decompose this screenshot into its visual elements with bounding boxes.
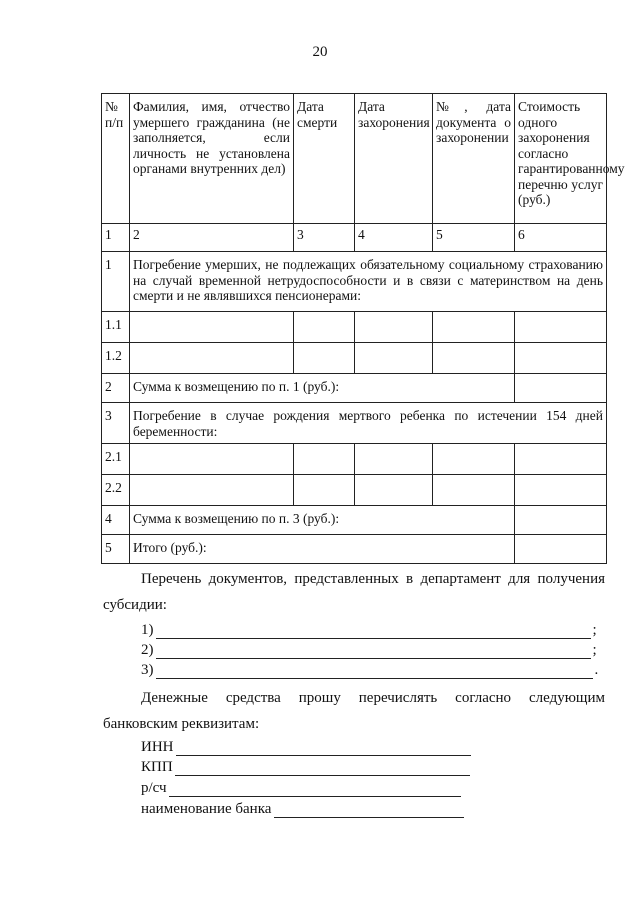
column-number: 1 <box>102 224 130 252</box>
section-title: Погребение в случае рождения мертвого ребенка по истечении 154 дней беременности: <box>130 403 607 444</box>
document-line[interactable] <box>141 621 597 639</box>
bank-intro <box>103 685 605 737</box>
row-number: 5 <box>102 535 130 564</box>
entry-cell[interactable] <box>515 343 607 374</box>
document-line-number: 2) <box>141 642 154 658</box>
column-number: 2 <box>130 224 294 252</box>
section-title: Погребение умерших, не подлежащих обязательному социальному страхованию на случай временной нетрудоспособности и в связи с материнством на день смерти и не являвшихся пенсионерами: <box>130 252 607 312</box>
row-number: 1.1 <box>102 312 130 343</box>
row-number: 2.1 <box>102 444 130 475</box>
document-line[interactable] <box>141 641 597 659</box>
column-number: 5 <box>433 224 515 252</box>
document-line-end: ; <box>592 642 597 658</box>
bank-field-inn[interactable] <box>141 738 471 756</box>
header-cell: Дата захоронения <box>355 94 433 224</box>
entry-cell[interactable] <box>355 312 433 343</box>
table-row <box>102 535 607 564</box>
bank-field-bank-name[interactable] <box>141 800 464 818</box>
row-number: 1 <box>102 252 130 312</box>
document-line-blank[interactable] <box>156 624 591 639</box>
entry-cell[interactable] <box>515 312 607 343</box>
bank-field-account[interactable] <box>141 779 461 797</box>
row-number: 1.2 <box>102 343 130 374</box>
bank-field-blank[interactable] <box>169 782 461 797</box>
bank-field-label: ИНН <box>141 739 174 755</box>
entry-cell[interactable] <box>130 343 294 374</box>
column-number-row <box>102 224 607 252</box>
column-number: 4 <box>355 224 433 252</box>
entry-cell[interactable] <box>515 475 607 506</box>
entry-cell[interactable] <box>130 312 294 343</box>
header-cell: Дата смерти <box>294 94 355 224</box>
bank-field-blank[interactable] <box>175 761 470 776</box>
entry-cell[interactable] <box>355 444 433 475</box>
table-row <box>102 312 607 343</box>
column-number: 6 <box>515 224 607 252</box>
document-line-blank[interactable] <box>156 664 593 679</box>
table-row <box>102 403 607 444</box>
entry-cell[interactable] <box>294 475 355 506</box>
entry-cell[interactable] <box>294 343 355 374</box>
header-cell: № п/п <box>102 94 130 224</box>
bank-field-blank[interactable] <box>274 803 464 818</box>
bank-field-label: КПП <box>141 759 173 775</box>
bank-field-label: наименование банка <box>141 801 272 817</box>
entry-cell[interactable] <box>355 343 433 374</box>
documents-intro-text: Перечень документов, представленных в департамент для получения субсидии: <box>103 571 605 613</box>
entry-cell[interactable] <box>433 343 515 374</box>
header-cell: №, дата документа о захоронении <box>433 94 515 224</box>
row-number: 2.2 <box>102 475 130 506</box>
sum-value-cell[interactable] <box>515 374 607 403</box>
entry-cell[interactable] <box>433 475 515 506</box>
document-line-end: . <box>594 662 599 678</box>
bank-field-label: р/сч <box>141 780 167 796</box>
document-line-end: ; <box>592 622 597 638</box>
reimbursement-table <box>101 93 625 564</box>
column-number: 3 <box>294 224 355 252</box>
document-line-number: 3) <box>141 662 154 678</box>
table-header-row <box>102 94 607 224</box>
total-label: Итого (руб.): <box>130 535 515 564</box>
table-row <box>102 374 607 403</box>
document-line[interactable] <box>141 661 598 679</box>
sum-label: Сумма к возмещению по п. 3 (руб.): <box>130 506 515 535</box>
entry-cell[interactable] <box>515 444 607 475</box>
table-row <box>102 444 607 475</box>
entry-cell[interactable] <box>294 444 355 475</box>
page-number: 20 <box>312 44 328 60</box>
table-row <box>102 343 607 374</box>
entry-cell[interactable] <box>355 475 433 506</box>
table-row <box>102 252 607 312</box>
bank-field-blank[interactable] <box>176 741 471 756</box>
document-line-number: 1) <box>141 622 154 638</box>
entry-cell[interactable] <box>130 444 294 475</box>
bank-intro-text: Денежные средства прошу перечислять согласно следующим банковским реквизитам: <box>103 690 605 732</box>
table-row <box>102 475 607 506</box>
row-number: 4 <box>102 506 130 535</box>
entry-cell[interactable] <box>294 312 355 343</box>
header-cell: Стоимость одного захоронения согласно гарантированному перечню услуг (руб.) <box>515 94 607 224</box>
documents-intro <box>103 566 605 618</box>
entry-cell[interactable] <box>433 444 515 475</box>
row-number: 3 <box>102 403 130 444</box>
sum-label: Сумма к возмещению по п. 1 (руб.): <box>130 374 515 403</box>
total-value-cell[interactable] <box>515 535 607 564</box>
sum-value-cell[interactable] <box>515 506 607 535</box>
document-line-blank[interactable] <box>156 644 591 659</box>
bank-field-kpp[interactable] <box>141 758 470 776</box>
header-cell: Фамилия, имя, отчество умершего гражданина (не заполняется, если личность не установлена органами внутренних дел) <box>130 94 294 224</box>
table-row <box>102 506 607 535</box>
row-number: 2 <box>102 374 130 403</box>
entry-cell[interactable] <box>433 312 515 343</box>
entry-cell[interactable] <box>130 475 294 506</box>
